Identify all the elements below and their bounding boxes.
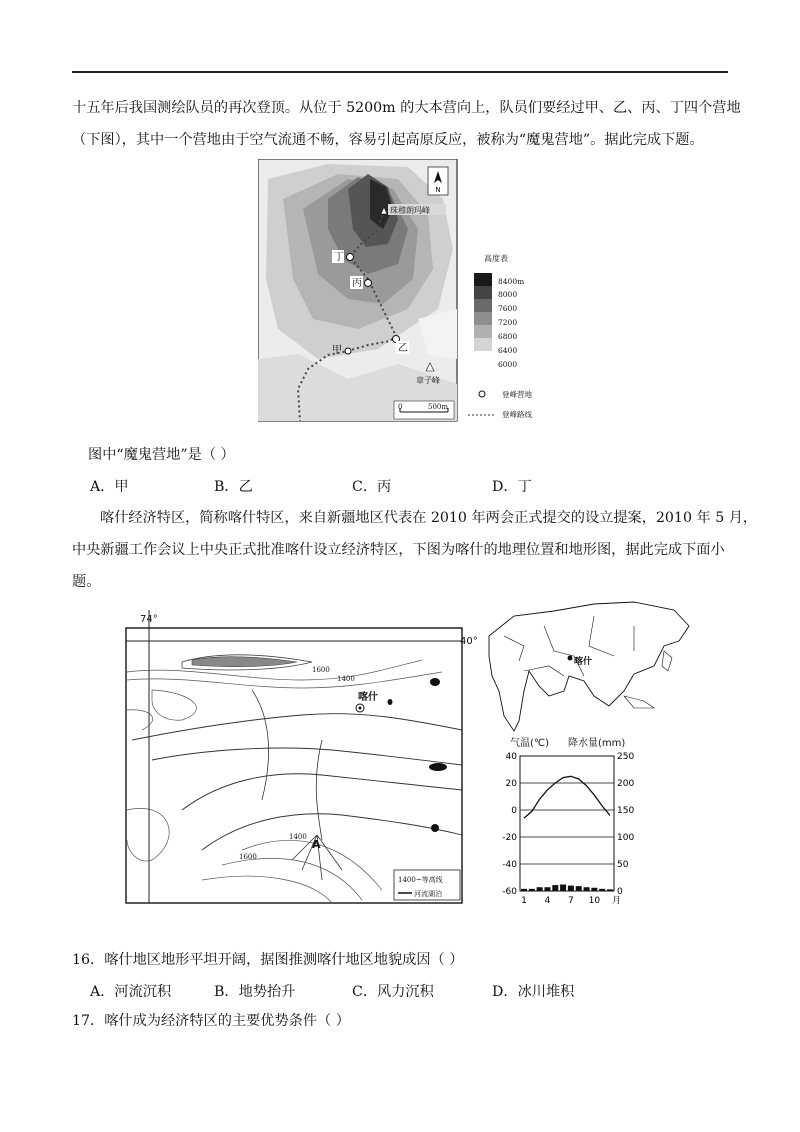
legend-camp-label: 登峰营地 <box>502 390 532 399</box>
passage2-line2: 中央新疆工作会议上中央正式批准喀什设立经济特区，下图为喀什的地理位置和地形图，据此完成下面小 <box>72 542 725 558</box>
precip-bar <box>521 889 527 891</box>
contour-1400-top: 1400 <box>337 675 355 683</box>
month-tick-label: 1 <box>521 896 527 906</box>
legend-swatch-5 <box>474 325 492 338</box>
kashgar-world-marker <box>568 656 573 661</box>
contour-1400-label: 1400 <box>289 833 307 841</box>
lake-2 <box>429 763 447 771</box>
month-tick-label: 4 <box>544 896 551 906</box>
precip-bar <box>537 887 543 891</box>
passage2-line3: 题。 <box>72 574 101 590</box>
kashgar-world-label: 喀什 <box>574 657 593 667</box>
precip-bar <box>591 888 597 891</box>
kashgar-city-label: 喀什 <box>358 692 378 703</box>
lake-3 <box>431 824 439 832</box>
world-locator-map <box>484 596 694 736</box>
precip-bar <box>599 889 605 891</box>
legend-swatch-3 <box>474 299 492 312</box>
point-a-label: A <box>312 838 321 851</box>
temp-axis-label: 气温(℃) <box>510 738 550 749</box>
zhangzi-label: 章子峰 <box>416 376 440 385</box>
legend-elev-0: 8400m <box>498 277 525 286</box>
legend-swatch-6 <box>474 338 492 351</box>
precip-tick-label: 150 <box>617 806 634 816</box>
peak-label: 珠穆朗玛峰 <box>390 206 430 215</box>
camp-bing-label: 丙 <box>352 278 362 289</box>
camp-jia-marker <box>345 348 351 354</box>
precip-bar <box>584 887 590 891</box>
precip-bar <box>607 889 613 891</box>
question1-stem: 图中“魔鬼营地”是（ ） <box>88 447 235 463</box>
precip-tick-label: 250 <box>617 752 634 762</box>
precip-tick-label: 200 <box>617 779 634 789</box>
latitude-label: 40° <box>460 636 478 647</box>
legend-river: 河流湖泊 <box>414 890 442 898</box>
temp-tick-label: 0 <box>511 806 517 816</box>
chart-frame <box>520 756 614 891</box>
precip-axis-label: 降水量(mm) <box>568 738 626 749</box>
q1-option-d[interactable]: D．丁 <box>492 479 532 495</box>
passage1-line2: （下图），其中一个营地由于空气流通不畅，容易引起高原反应，被称为“魔鬼营地”。据此完成下题。 <box>72 132 704 148</box>
scale-zero: 0 <box>398 403 403 411</box>
precip-tick-label: 50 <box>617 860 629 870</box>
q16-option-c[interactable]: C．风力沉积 <box>352 984 434 1000</box>
q16-option-b[interactable]: B．地势抬升 <box>214 984 296 1000</box>
month-unit-label: 月 <box>612 896 622 906</box>
climate-chart <box>494 732 634 912</box>
legend-contour: 1400~等高线 <box>398 876 443 884</box>
precip-bar <box>529 889 535 891</box>
legend-camp-icon <box>479 391 485 397</box>
temp-tick-label: 40 <box>505 752 517 762</box>
north-label: N <box>435 186 441 194</box>
precip-tick-label: 100 <box>617 833 634 843</box>
legend-elev-5: 6400 <box>498 346 518 355</box>
precip-bar <box>576 886 582 891</box>
question17-stem: 17．喀什成为经济特区的主要优势条件（ ） <box>72 1013 350 1029</box>
legend-swatch-4 <box>474 312 492 325</box>
legend-elev-4: 6800 <box>498 332 518 341</box>
precip-bar <box>560 885 566 891</box>
precip-bar <box>544 887 550 891</box>
camp-ding-label: 丁 <box>334 252 344 263</box>
q1-option-c[interactable]: C．丙 <box>352 479 392 495</box>
legend-elev-3: 7200 <box>498 318 518 327</box>
legend-elev-2: 7600 <box>498 304 518 313</box>
contour-1600-label: 1600 <box>239 853 257 861</box>
legend-elev-1: 8000 <box>498 290 518 299</box>
q16-option-a[interactable]: A．河流沉积 <box>90 984 172 1000</box>
kashgar-terrain-map <box>122 610 492 908</box>
precip-bar <box>552 885 558 891</box>
passage1-line1: 十五年后我国测绘队员的再次登顶。从位于 5200m 的大本营向上，队员们要经过甲、乙、丙、丁四个营地 <box>72 100 741 116</box>
temperature-curve <box>524 776 610 818</box>
question16-stem: 16．喀什地区地形平坦开阔，据图推测喀什地区地貌成因（ ） <box>72 952 464 968</box>
temp-tick-label: -20 <box>502 833 517 843</box>
everest-map <box>258 159 548 424</box>
header-rule <box>72 71 728 73</box>
temp-tick-label: 20 <box>505 779 517 789</box>
longitude-label: 74° <box>140 614 158 625</box>
precip-tick-label: 0 <box>617 887 623 897</box>
precip-bar <box>568 886 574 891</box>
legend-route-label: 登峰路线 <box>502 410 532 419</box>
contour-1600-top: 1600 <box>312 666 330 674</box>
camp-jia-label: 甲 <box>332 345 342 356</box>
q16-option-d[interactable]: D．冰川堆积 <box>492 984 575 1000</box>
q1-option-b[interactable]: B．乙 <box>214 479 253 495</box>
passage2-line1: 喀什经济特区，简称喀什特区，来自新疆地区代表在 2010 年两会正式提交的设立提案，2010 年 5 月， <box>100 510 758 526</box>
month-tick-label: 7 <box>568 896 574 906</box>
legend-swatch-2 <box>474 286 492 299</box>
legend-title: 高度表 <box>484 254 508 263</box>
lake-1 <box>430 678 440 686</box>
legend-swatch-1 <box>474 273 492 286</box>
scale-500: 500m <box>428 403 448 411</box>
camp-yi-label: 乙 <box>398 343 408 354</box>
camp-ding-marker <box>347 254 354 261</box>
month-tick-label: 10 <box>588 896 601 906</box>
camp-bing-marker <box>365 280 372 287</box>
q1-option-a[interactable]: A．甲 <box>90 479 129 495</box>
temp-tick-label: -60 <box>502 887 517 897</box>
temp-tick-label: -40 <box>502 860 517 870</box>
legend-elev-6: 6000 <box>498 360 518 369</box>
